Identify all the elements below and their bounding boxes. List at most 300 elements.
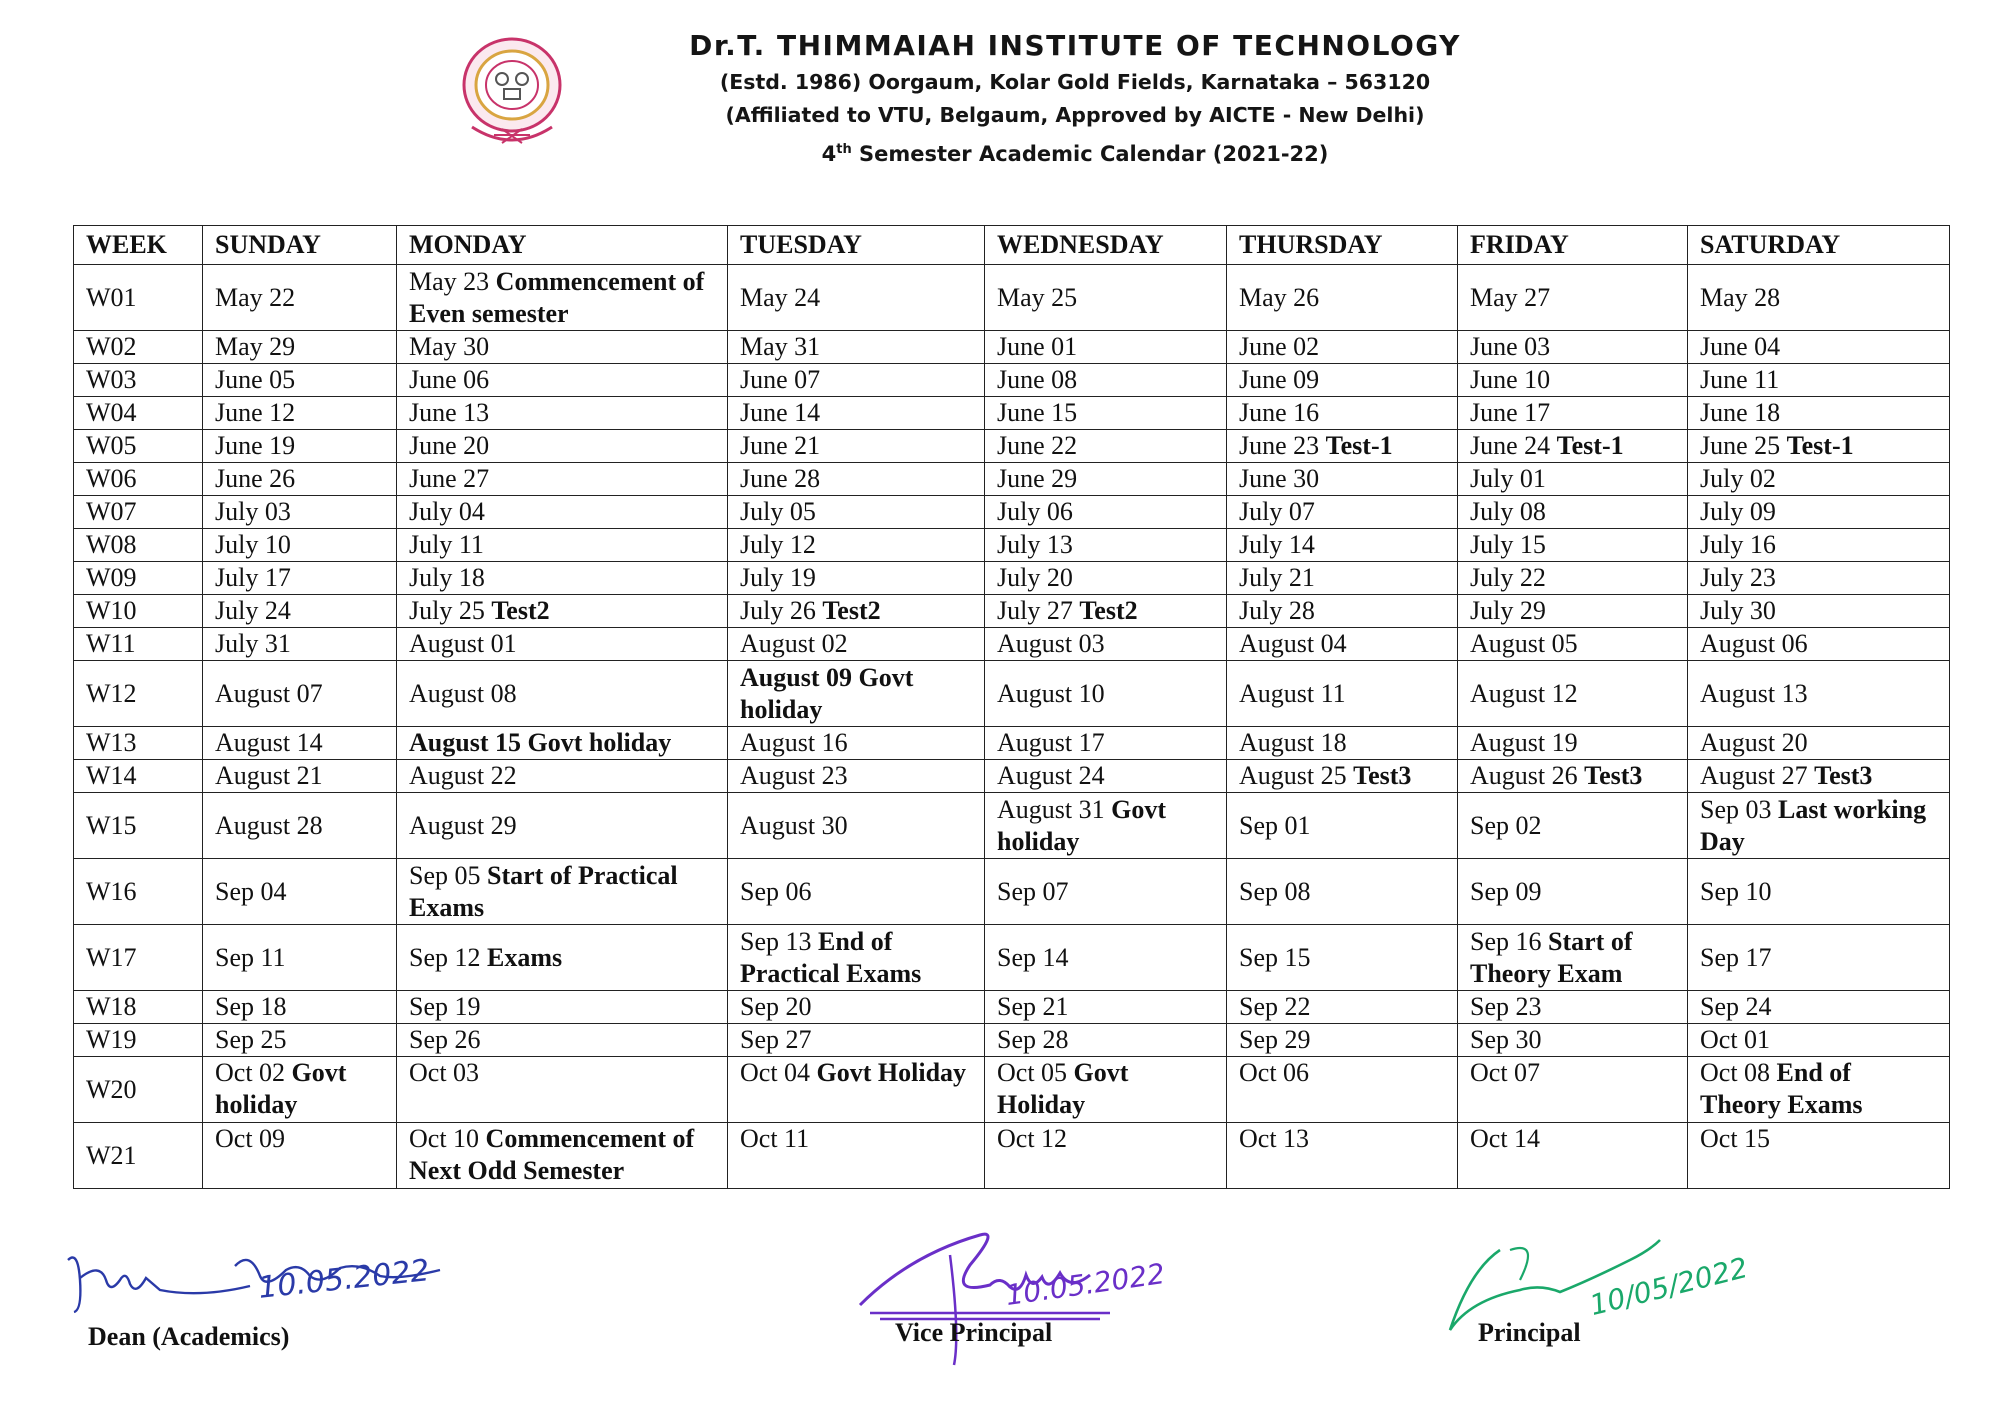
week-cell: W02: [74, 331, 203, 364]
day-cell-saturday: [1688, 1024, 1950, 1057]
day-cell-friday: [1458, 529, 1688, 562]
day-cell-tuesday: [728, 529, 985, 562]
day-cell-saturday: [1688, 727, 1950, 760]
date-text: August 11: [1239, 678, 1346, 708]
day-cell-saturday: [1688, 991, 1950, 1024]
event-text: Commencement of Even semester: [409, 266, 705, 328]
day-cell-wednesday: [985, 529, 1227, 562]
date-text: June 22: [997, 431, 1078, 460]
event-text: Exams: [487, 942, 563, 972]
day-cell-thursday: [1227, 595, 1458, 628]
day-cell-monday: [397, 595, 728, 628]
day-cell-monday: [397, 1024, 728, 1057]
date-text: May 30: [409, 332, 490, 361]
column-header-monday: MONDAY: [397, 226, 728, 265]
date-text: August 06: [1700, 629, 1808, 658]
day-cell-saturday: [1688, 364, 1950, 397]
date-text: August 13: [1700, 678, 1808, 708]
date-text: August 10: [997, 678, 1105, 708]
table-row: [74, 463, 1950, 496]
day-cell-tuesday: [728, 265, 985, 331]
column-header-tuesday: TUESDAY: [728, 226, 985, 265]
table-row: [74, 265, 1950, 331]
date-text: June 26: [215, 464, 296, 493]
date-text: Sep 20: [740, 992, 812, 1021]
table-row: [74, 562, 1950, 595]
day-cell-wednesday: [985, 397, 1227, 430]
day-cell-tuesday: [728, 331, 985, 364]
date-text: July 22: [1470, 563, 1546, 592]
day-cell-wednesday: [985, 331, 1227, 364]
day-cell-tuesday: [728, 1123, 985, 1189]
date-text: Sep 28: [997, 1025, 1069, 1054]
day-cell-monday: [397, 265, 728, 331]
date-text: June 14: [740, 398, 821, 427]
column-header-thursday: THURSDAY: [1227, 226, 1458, 265]
day-cell-monday: [397, 760, 728, 793]
event-text: Test2: [491, 596, 550, 625]
day-cell-sunday: [203, 430, 397, 463]
day-cell-saturday: [1688, 793, 1950, 859]
date-text: May 23: [409, 266, 490, 296]
event-text: Test2: [822, 596, 881, 625]
date-text: July 29: [1470, 596, 1546, 625]
table-row: [74, 991, 1950, 1024]
day-cell-thursday: [1227, 925, 1458, 991]
date-text: August 26: [1470, 761, 1578, 790]
day-cell-saturday: [1688, 496, 1950, 529]
week-cell: W18: [74, 991, 203, 1024]
day-cell-wednesday: [985, 1123, 1227, 1189]
day-cell-wednesday: [985, 496, 1227, 529]
day-cell-sunday: [203, 628, 397, 661]
day-cell-sunday: [203, 925, 397, 991]
date-text: June 05: [215, 365, 296, 394]
date-text: June 02: [1239, 332, 1320, 361]
date-text: Oct 05: [997, 1058, 1068, 1087]
date-text: Oct 10: [409, 1124, 480, 1153]
week-cell: W08: [74, 529, 203, 562]
date-text: Sep 14: [997, 942, 1069, 972]
day-cell-tuesday: [728, 925, 985, 991]
day-cell-monday: [397, 463, 728, 496]
day-cell-thursday: [1227, 430, 1458, 463]
column-header-saturday: SATURDAY: [1688, 226, 1950, 265]
table-header-row: [74, 226, 1950, 265]
vice-principal-signature-date: 10.05.2022: [1003, 1257, 1167, 1312]
column-header-friday: FRIDAY: [1458, 226, 1688, 265]
day-cell-saturday: [1688, 760, 1950, 793]
date-text: July 17: [215, 563, 291, 592]
date-text: Oct 14: [1470, 1124, 1541, 1153]
date-text: August 17: [997, 728, 1105, 757]
date-text: Sep 06: [740, 876, 812, 906]
event-text: Govt holiday: [215, 1058, 347, 1119]
date-text: July 18: [409, 563, 485, 592]
day-cell-friday: [1458, 760, 1688, 793]
date-text: May 31: [740, 332, 821, 361]
date-text: May 26: [1239, 282, 1320, 312]
day-cell-saturday: [1688, 1123, 1950, 1189]
date-text: August 07: [215, 678, 323, 708]
day-cell-sunday: [203, 793, 397, 859]
date-text: June 07: [740, 365, 821, 394]
date-text: August 03: [997, 629, 1105, 658]
date-text: June 13: [409, 398, 490, 427]
date-text: June 28: [740, 464, 821, 493]
dean-label: Dean (Academics): [88, 1322, 290, 1351]
date-text: July 07: [1239, 497, 1315, 526]
date-text: Sep 16: [1470, 926, 1542, 956]
date-text: Sep 27: [740, 1025, 812, 1054]
date-text: May 27: [1470, 282, 1551, 312]
date-text: August 19: [1470, 728, 1578, 757]
day-cell-tuesday: [728, 364, 985, 397]
principal-label: Principal: [1478, 1318, 1581, 1347]
day-cell-thursday: [1227, 529, 1458, 562]
day-cell-saturday: [1688, 430, 1950, 463]
day-cell-saturday: [1688, 397, 1950, 430]
header-text-block: [600, 26, 1550, 172]
date-text: Sep 11: [215, 942, 286, 972]
day-cell-saturday: [1688, 529, 1950, 562]
date-text: August 01: [409, 629, 517, 658]
day-cell-thursday: [1227, 760, 1458, 793]
day-cell-wednesday: [985, 1057, 1227, 1123]
dean-signature-date: 10.05.2022: [256, 1253, 432, 1306]
date-text: July 01: [1470, 464, 1546, 493]
date-text: Oct 03: [409, 1058, 480, 1087]
day-cell-friday: [1458, 595, 1688, 628]
day-cell-monday: [397, 562, 728, 595]
event-text: Test3: [1584, 761, 1643, 790]
day-cell-wednesday: [985, 364, 1227, 397]
event-text: Test-1: [1786, 431, 1854, 460]
date-text: August 18: [1239, 728, 1347, 757]
date-text: June 21: [740, 431, 821, 460]
week-cell: W15: [74, 793, 203, 859]
date-text: July 14: [1239, 530, 1315, 559]
event-text: End of Practical Exams: [740, 926, 922, 988]
date-text: August 24: [997, 761, 1105, 790]
day-cell-thursday: [1227, 364, 1458, 397]
institute-affiliation: (Affiliated to VTU, Belgaum, Approved by AICTE - New Delhi): [725, 103, 1425, 127]
event-text: Last working Day: [1700, 794, 1927, 856]
institute-name: Dr.T. THIMMAIAH INSTITUTE OF TECHNOLOGY: [689, 29, 1461, 62]
date-text: June 25: [1700, 431, 1781, 460]
day-cell-sunday: [203, 760, 397, 793]
day-cell-sunday: [203, 595, 397, 628]
date-text: Sep 13: [740, 926, 812, 956]
day-cell-friday: [1458, 331, 1688, 364]
date-text: Sep 30: [1470, 1025, 1542, 1054]
day-cell-thursday: [1227, 1123, 1458, 1189]
date-text: June 15: [997, 398, 1078, 427]
table-row: [74, 364, 1950, 397]
day-cell-friday: [1458, 1024, 1688, 1057]
vice-principal-label: Vice Principal: [895, 1318, 1053, 1347]
day-cell-tuesday: [728, 661, 985, 727]
date-text: Sep 10: [1700, 876, 1772, 906]
day-cell-friday: [1458, 430, 1688, 463]
table-row: [74, 661, 1950, 727]
day-cell-sunday: [203, 463, 397, 496]
day-cell-monday: [397, 727, 728, 760]
date-text: July 09: [1700, 497, 1776, 526]
week-cell: W01: [74, 265, 203, 331]
day-cell-friday: [1458, 859, 1688, 925]
day-cell-friday: [1458, 265, 1688, 331]
table-row: [74, 397, 1950, 430]
day-cell-wednesday: [985, 760, 1227, 793]
day-cell-monday: [397, 496, 728, 529]
day-cell-sunday: [203, 331, 397, 364]
date-text: July 24: [215, 596, 291, 625]
day-cell-friday: [1458, 364, 1688, 397]
institute-address: (Estd. 1986) Oorgaum, Kolar Gold Fields, Karnataka – 563120: [719, 70, 1431, 94]
day-cell-thursday: [1227, 496, 1458, 529]
day-cell-tuesday: [728, 562, 985, 595]
day-cell-friday: [1458, 1057, 1688, 1123]
date-text: June 03: [1470, 332, 1551, 361]
day-cell-saturday: [1688, 265, 1950, 331]
column-header-wednesday: WEDNESDAY: [985, 226, 1227, 265]
date-text: August 22: [409, 761, 517, 790]
event-text: End of Theory Exams: [1700, 1058, 1863, 1119]
date-text: Sep 03: [1700, 794, 1772, 824]
date-text: June 08: [997, 365, 1078, 394]
date-text: June 23: [1239, 431, 1320, 460]
column-header-week: WEEK: [74, 226, 203, 265]
date-text: Sep 26: [409, 1025, 481, 1054]
day-cell-sunday: [203, 727, 397, 760]
date-text: Oct 01: [1700, 1025, 1771, 1054]
date-text: August 21: [215, 761, 323, 790]
day-cell-tuesday: [728, 991, 985, 1024]
calendar-body: [74, 265, 1950, 1189]
day-cell-saturday: [1688, 859, 1950, 925]
date-text: July 08: [1470, 497, 1546, 526]
day-cell-friday: [1458, 628, 1688, 661]
day-cell-wednesday: [985, 265, 1227, 331]
day-cell-tuesday: [728, 463, 985, 496]
date-text: June 12: [215, 398, 296, 427]
day-cell-wednesday: [985, 925, 1227, 991]
day-cell-tuesday: [728, 595, 985, 628]
day-cell-thursday: [1227, 1057, 1458, 1123]
date-text: May 25: [997, 282, 1078, 312]
date-text: Oct 07: [1470, 1058, 1541, 1087]
day-cell-wednesday: [985, 463, 1227, 496]
date-text: Sep 09: [1470, 876, 1542, 906]
date-text: July 19: [740, 563, 816, 592]
day-cell-tuesday: [728, 496, 985, 529]
event-text: Test2: [1079, 596, 1138, 625]
day-cell-tuesday: [728, 628, 985, 661]
date-text: August 16: [740, 728, 848, 757]
event-text: Test-1: [1325, 431, 1393, 460]
week-cell: W07: [74, 496, 203, 529]
day-cell-monday: [397, 1057, 728, 1123]
date-text: Sep 17: [1700, 942, 1772, 972]
date-text: June 18: [1700, 398, 1781, 427]
table-row: [74, 331, 1950, 364]
day-cell-thursday: [1227, 265, 1458, 331]
day-cell-thursday: [1227, 727, 1458, 760]
date-text: July 20: [997, 563, 1073, 592]
day-cell-wednesday: [985, 562, 1227, 595]
day-cell-wednesday: [985, 793, 1227, 859]
date-text: July 25: [409, 596, 485, 625]
day-cell-monday: [397, 1123, 728, 1189]
day-cell-saturday: [1688, 331, 1950, 364]
date-text: July 26: [740, 596, 816, 625]
day-cell-sunday: [203, 661, 397, 727]
day-cell-sunday: [203, 1123, 397, 1189]
day-cell-saturday: [1688, 661, 1950, 727]
day-cell-tuesday: [728, 430, 985, 463]
day-cell-friday: [1458, 991, 1688, 1024]
date-text: Sep 15: [1239, 942, 1311, 972]
date-text: June 27: [409, 464, 490, 493]
day-cell-thursday: [1227, 859, 1458, 925]
day-cell-tuesday: [728, 727, 985, 760]
event-text: Govt holiday: [997, 794, 1167, 856]
day-cell-sunday: [203, 397, 397, 430]
calendar-title-rest: Semester Academic Calendar (2021-22): [851, 142, 1329, 166]
date-text: June 20: [409, 431, 490, 460]
week-cell: W14: [74, 760, 203, 793]
date-text: Sep 07: [997, 876, 1069, 906]
table-row: [74, 1057, 1950, 1123]
day-cell-thursday: [1227, 991, 1458, 1024]
date-text: July 05: [740, 497, 816, 526]
day-cell-saturday: [1688, 562, 1950, 595]
date-text: June 11: [1700, 365, 1780, 394]
day-cell-sunday: [203, 364, 397, 397]
event-text: August 15 Govt holiday: [409, 728, 672, 757]
day-cell-tuesday: [728, 1057, 985, 1123]
week-cell: W17: [74, 925, 203, 991]
date-text: August 05: [1470, 629, 1578, 658]
table-row: [74, 925, 1950, 991]
date-text: August 28: [215, 810, 323, 840]
date-text: Sep 04: [215, 876, 287, 906]
date-text: July 03: [215, 497, 291, 526]
date-text: July 02: [1700, 464, 1776, 493]
date-text: July 16: [1700, 530, 1776, 559]
date-text: Sep 21: [997, 992, 1069, 1021]
day-cell-thursday: [1227, 397, 1458, 430]
date-text: June 24: [1470, 431, 1551, 460]
day-cell-monday: [397, 529, 728, 562]
week-cell: W06: [74, 463, 203, 496]
date-text: August 08: [409, 678, 517, 708]
date-text: Oct 06: [1239, 1058, 1310, 1087]
day-cell-friday: [1458, 562, 1688, 595]
day-cell-wednesday: [985, 727, 1227, 760]
event-text: Test3: [1814, 761, 1873, 790]
event-text: Start of Theory Exam: [1470, 926, 1633, 988]
week-cell: W05: [74, 430, 203, 463]
date-text: June 17: [1470, 398, 1551, 427]
date-text: July 04: [409, 497, 485, 526]
day-cell-thursday: [1227, 1024, 1458, 1057]
event-text: Govt Holiday: [997, 1058, 1129, 1119]
day-cell-monday: [397, 397, 728, 430]
date-text: July 13: [997, 530, 1073, 559]
date-text: August 20: [1700, 728, 1808, 757]
academic-calendar-table: [73, 225, 1950, 1189]
date-text: Oct 13: [1239, 1124, 1310, 1153]
date-text: Oct 12: [997, 1124, 1068, 1153]
week-cell: W13: [74, 727, 203, 760]
date-text: August 29: [409, 810, 517, 840]
date-text: July 30: [1700, 596, 1776, 625]
date-text: Oct 15: [1700, 1124, 1771, 1153]
day-cell-sunday: [203, 529, 397, 562]
day-cell-sunday: [203, 991, 397, 1024]
date-text: June 16: [1239, 398, 1320, 427]
date-text: June 29: [997, 464, 1078, 493]
date-text: June 30: [1239, 464, 1320, 493]
day-cell-thursday: [1227, 463, 1458, 496]
day-cell-saturday: [1688, 595, 1950, 628]
table-row: [74, 1123, 1950, 1189]
date-text: August 30: [740, 810, 848, 840]
date-text: July 21: [1239, 563, 1315, 592]
event-text: Test-1: [1556, 431, 1624, 460]
day-cell-sunday: [203, 859, 397, 925]
date-text: August 31: [997, 794, 1105, 824]
day-cell-wednesday: [985, 1024, 1227, 1057]
date-text: June 09: [1239, 365, 1320, 394]
week-cell: W09: [74, 562, 203, 595]
column-header-sunday: SUNDAY: [203, 226, 397, 265]
table-row: [74, 727, 1950, 760]
week-cell: W16: [74, 859, 203, 925]
week-cell: W03: [74, 364, 203, 397]
date-text: July 06: [997, 497, 1073, 526]
principal-signature-date: 10/05/2022: [1586, 1250, 1751, 1323]
date-text: June 06: [409, 365, 490, 394]
week-cell: W12: [74, 661, 203, 727]
week-cell: W20: [74, 1057, 203, 1123]
week-cell: W19: [74, 1024, 203, 1057]
week-cell: W21: [74, 1123, 203, 1189]
date-text: August 23: [740, 761, 848, 790]
day-cell-sunday: [203, 265, 397, 331]
date-text: July 23: [1700, 563, 1776, 592]
date-text: Sep 12: [409, 942, 481, 972]
date-text: July 12: [740, 530, 816, 559]
table-row: [74, 430, 1950, 463]
table-row: [74, 859, 1950, 925]
day-cell-thursday: [1227, 331, 1458, 364]
date-text: July 31: [215, 629, 291, 658]
calendar-title: [600, 132, 1550, 172]
date-text: July 11: [409, 530, 484, 559]
date-text: Oct 11: [740, 1124, 810, 1153]
day-cell-monday: [397, 430, 728, 463]
day-cell-monday: [397, 331, 728, 364]
event-text: August 09 Govt holiday: [740, 662, 914, 724]
date-text: Sep 02: [1470, 810, 1542, 840]
day-cell-wednesday: [985, 430, 1227, 463]
event-text: Commencement of Next Odd Semester: [409, 1124, 695, 1185]
day-cell-tuesday: [728, 397, 985, 430]
day-cell-monday: [397, 925, 728, 991]
